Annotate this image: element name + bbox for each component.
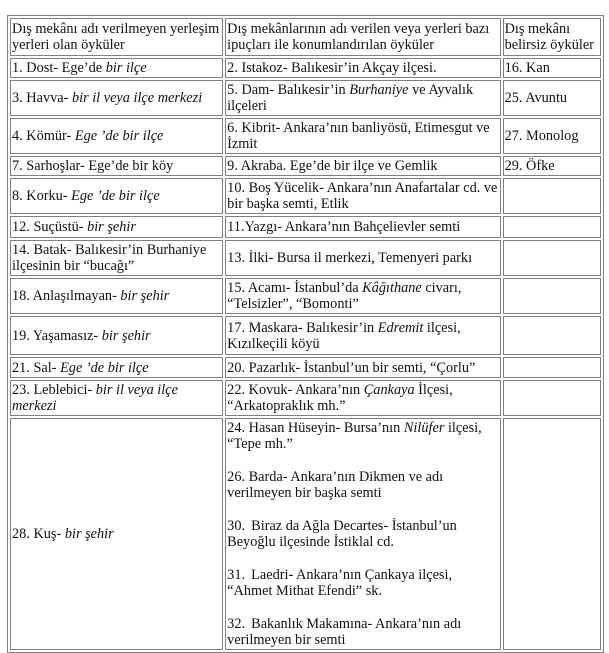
story-text: 8. Korku- xyxy=(12,188,72,204)
story-cell-undefined xyxy=(503,80,601,116)
story-location-italic: bir şehir xyxy=(120,288,170,304)
story-text: 29. Öfke xyxy=(504,158,555,174)
story-text: 27. Monolog xyxy=(504,128,579,144)
story-entry xyxy=(12,219,221,235)
story-text: 23. Leblebici- xyxy=(12,382,96,398)
story-entry xyxy=(227,320,498,352)
story-text: İlçesi, “Arkatopraklık mh.” xyxy=(227,382,453,414)
table-row xyxy=(10,357,601,378)
header-undefined-space: Dış mekânı belirsiz öyküler xyxy=(503,18,601,56)
story-text: 12. Suçüstü- xyxy=(12,219,88,235)
story-entry xyxy=(227,219,498,235)
story-text: 28. Kuş- xyxy=(12,526,65,542)
story-cell-unnamed xyxy=(10,380,223,416)
story-text: 2. Istakoz- Balıkesir’in Akçay ilçesi. xyxy=(227,60,437,76)
story-entry xyxy=(12,242,221,274)
story-location-italic: bir şehir xyxy=(101,327,151,344)
story-cell-undefined xyxy=(503,278,601,314)
story-cell-unnamed xyxy=(10,240,223,276)
story-cell-undefined xyxy=(503,58,601,78)
story-location-italic: bir şehir xyxy=(87,219,136,235)
story-entry xyxy=(12,90,221,106)
story-cell-named xyxy=(225,380,500,416)
story-cell-unnamed xyxy=(10,80,223,116)
story-entry xyxy=(227,469,498,501)
story-entry xyxy=(227,382,498,414)
story-entry xyxy=(227,82,498,114)
story-entry xyxy=(227,60,498,76)
story-cell-named xyxy=(225,80,500,116)
story-cell-named xyxy=(225,418,500,650)
story-entry xyxy=(227,280,498,312)
story-location-italic: Ege ’de bir ilçe xyxy=(74,128,164,144)
story-text: civarı, “Telsizler”, “Bomonti” xyxy=(227,280,462,312)
stories-table xyxy=(7,15,604,653)
story-cell-named xyxy=(225,357,500,378)
header-named-locations: Dış mekânlarının adı verilen veya yerleri bazı ipuçları ile konumlandırılan öyküler xyxy=(225,18,500,56)
story-location-italic: bir il veya ilçe merkezi xyxy=(12,382,178,414)
story-text: 3. Havva- xyxy=(12,90,72,106)
story-cell-named xyxy=(225,240,500,276)
story-text: 19. Yaşamasız- xyxy=(12,327,102,344)
story-entry xyxy=(12,288,221,304)
story-entry xyxy=(227,360,498,376)
story-cell-undefined xyxy=(503,118,601,154)
story-cell-undefined xyxy=(503,380,601,416)
story-text: ilçesi, Kızılkeçili köyü xyxy=(227,319,461,352)
table-row xyxy=(10,216,601,238)
story-cell-unnamed xyxy=(10,316,223,355)
story-location-italic: Kâğıthane xyxy=(362,280,422,296)
story-cell-named xyxy=(225,216,500,238)
story-entry xyxy=(505,90,599,106)
story-cell-undefined xyxy=(503,418,601,650)
story-entry xyxy=(227,567,498,599)
story-location-italic: Nilüfer xyxy=(403,420,445,436)
story-text: Biraz da Ağla Decartes- İstanbul’un Beyoğlu ilçesinde İstiklal cd. xyxy=(227,518,457,550)
story-entry xyxy=(227,180,498,212)
story-location-italic: Ege ’de bir ilçe xyxy=(60,359,149,376)
table-row xyxy=(10,178,601,214)
story-location-italic: Burhaniye xyxy=(349,82,409,98)
story-location-italic: Edremit xyxy=(377,319,424,336)
story-cell-undefined xyxy=(503,178,601,214)
table-row xyxy=(10,380,601,416)
story-cell-unnamed xyxy=(10,58,223,78)
story-text: 11.Yazgı- Ankara’nın Bahçelievler semti xyxy=(227,219,461,235)
story-text: 30. xyxy=(227,518,246,534)
story-entry xyxy=(505,128,599,144)
table-row xyxy=(10,156,601,176)
story-text: 6. Kibrit- Ankara’nın banliyösü, Etimesgut ve İzmit xyxy=(227,120,490,152)
story-cell-undefined xyxy=(503,240,601,276)
story-cell-unnamed xyxy=(10,278,223,314)
story-cell-undefined xyxy=(503,357,601,378)
story-cell-unnamed xyxy=(10,118,223,154)
story-cell-unnamed xyxy=(10,418,223,650)
story-text: Bakanlık Makamına- Ankara’nın adı verilmeyen bir semti xyxy=(227,616,462,648)
story-text: 18. Anlaşılmayan- xyxy=(12,288,121,304)
story-cell-named xyxy=(225,156,500,176)
story-text: 32. xyxy=(227,616,246,632)
story-entry xyxy=(12,382,221,414)
table-row xyxy=(10,58,601,78)
story-location-italic: Ege ’de bir ilçe xyxy=(71,188,160,204)
table-row xyxy=(10,80,601,116)
header-unnamed-settlement: Dış mekânı adı verilmeyen yerleşim yerleri olan öyküler xyxy=(10,18,223,56)
story-cell-named xyxy=(225,278,500,314)
story-entry xyxy=(12,188,221,204)
story-entry xyxy=(505,60,599,76)
story-entry xyxy=(227,158,498,174)
story-cell-unnamed xyxy=(10,156,223,176)
story-text: 17. Maskara- Balıkesir’in xyxy=(227,319,378,336)
story-text: 4. Kömür- xyxy=(12,128,75,144)
story-cell-named xyxy=(225,58,500,78)
story-entry xyxy=(12,158,221,174)
story-cell-unnamed xyxy=(10,357,223,378)
story-entry xyxy=(227,420,498,452)
story-text: 26. Barda- Ankara’nın Dikmen ve adı verilmeyen bir başka semti xyxy=(227,469,444,501)
table-row xyxy=(10,118,601,154)
story-location-italic: Çankaya xyxy=(363,382,415,398)
story-text: 31. xyxy=(227,567,246,583)
story-text: 15. Acamı- İstanbul’da xyxy=(227,280,363,296)
story-text: ve Ayvalık ilçeleri xyxy=(227,82,474,114)
story-text: 20. Pazarlık- İstanbul’un bir semti, “Çorlu” xyxy=(227,359,476,376)
story-text: ilçesi, “Tepe mh.” xyxy=(227,420,482,452)
story-cell-unnamed xyxy=(10,216,223,238)
story-text: Laedri- Ankara’nın Çankaya ilçesi, “Ahmet Mithat Efendi” sk. xyxy=(227,567,453,599)
story-entry xyxy=(12,360,221,376)
story-entry xyxy=(505,158,599,174)
story-cell-undefined xyxy=(503,216,601,238)
story-text: 21. Sal- xyxy=(12,359,61,376)
story-entry xyxy=(227,518,498,550)
story-text: 14. Batak- Balıkesir’in Burhaniye ilçesinin bir “bucağı” xyxy=(12,242,207,274)
story-cell-undefined xyxy=(503,156,601,176)
story-location-italic: bir şehir xyxy=(64,526,114,542)
story-text: 9. Akraba. Ege’de bir ilçe ve Gemlik xyxy=(227,158,438,174)
story-text: 22. Kovuk- Ankara’nın xyxy=(227,382,364,398)
story-entry xyxy=(227,120,498,152)
story-entry xyxy=(12,328,221,344)
story-entry xyxy=(12,128,221,144)
table-row xyxy=(10,316,601,355)
story-cell-named xyxy=(225,118,500,154)
story-location-italic: bir il veya ilçe merkezi xyxy=(71,90,203,106)
header-row xyxy=(10,18,601,56)
story-entry xyxy=(227,616,498,648)
story-cell-undefined xyxy=(503,316,601,355)
story-text: 25. Avuntu xyxy=(504,90,568,106)
story-text: 24. Hasan Hüseyin- Bursa’nın xyxy=(227,420,404,436)
table-row xyxy=(10,418,601,650)
story-location-italic: bir ilçe xyxy=(105,60,147,76)
story-text: 5. Dam- Balıkesir’in xyxy=(227,82,350,98)
story-text: 10. Boş Yücelik- Ankara’nın Anafartalar cd. ve bir başka semti, Etlik xyxy=(227,180,498,212)
story-text: 13. İlki- Bursa il merkezi, Temenyeri parkı xyxy=(227,250,473,266)
story-cell-named xyxy=(225,316,500,355)
table-row xyxy=(10,240,601,276)
story-cell-named xyxy=(225,178,500,214)
story-entry xyxy=(12,526,221,542)
story-text: 1. Dost- Ege’de xyxy=(12,60,106,76)
story-cell-unnamed xyxy=(10,178,223,214)
story-entry xyxy=(227,250,498,266)
story-text: 7. Sarhoşlar- Ege’de bir köy xyxy=(12,158,174,174)
story-text: 16. Kan xyxy=(504,60,550,76)
table-row xyxy=(10,278,601,314)
story-entry xyxy=(12,60,221,76)
